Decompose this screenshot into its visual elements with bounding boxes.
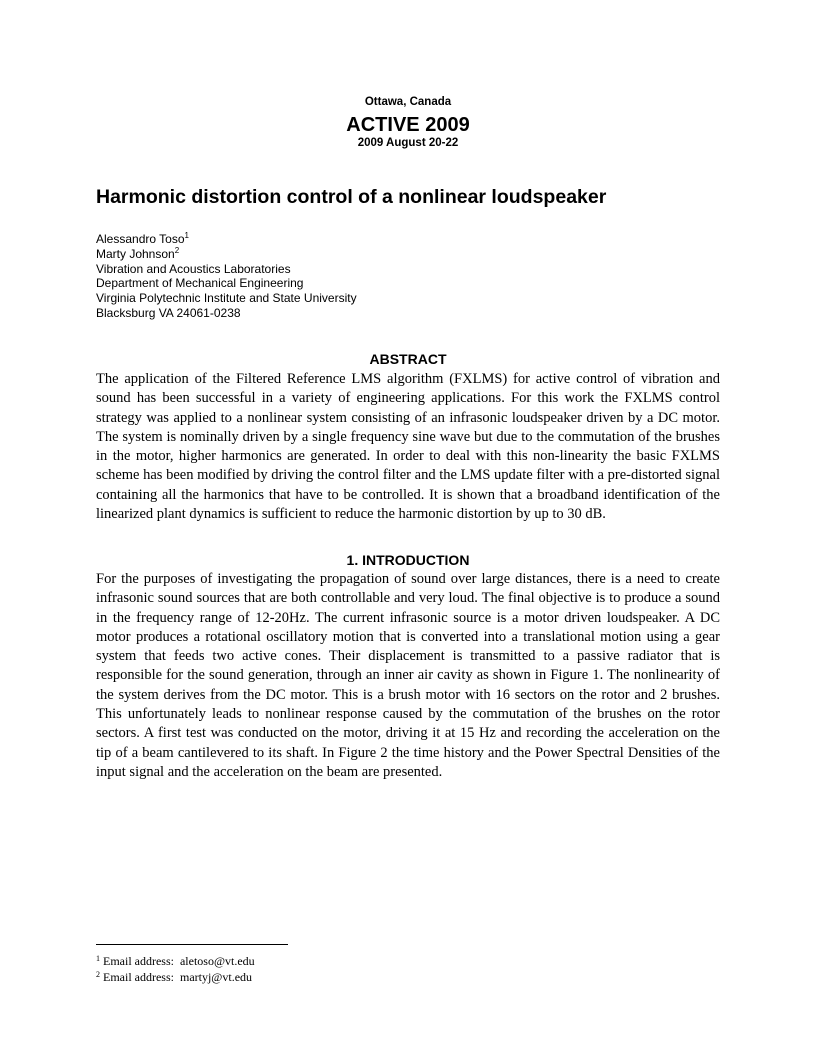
footnote-email: martyj@vt.edu <box>179 970 253 984</box>
footnote-email: aletoso@vt.edu <box>179 954 255 968</box>
author-name: Marty Johnson <box>96 246 175 261</box>
author-line <box>96 232 736 247</box>
footnote-label: Email address: <box>103 954 174 968</box>
author-block <box>96 232 736 321</box>
footnote-mark: 1 <box>184 231 189 240</box>
paper-title: Harmonic distortion control of a nonlinear loudspeaker <box>96 186 607 208</box>
footnote-label: Email address: <box>103 970 174 984</box>
footnote-mark: 2 <box>96 970 100 979</box>
affiliation-line: Vibration and Acoustics Laboratories <box>96 261 291 276</box>
affiliation-line: Department of Mechanical Engineering <box>96 276 304 291</box>
abstract-heading: ABSTRACT <box>369 351 447 367</box>
affiliation-line: Virginia Polytechnic Institute and State University <box>96 291 357 306</box>
footnotes <box>96 953 496 985</box>
conference-location: Ottawa, Canada <box>364 96 452 108</box>
affiliation-line: Blacksburg VA 24061-0238 <box>96 305 241 320</box>
author-line <box>96 247 736 262</box>
footnote-mark: 1 <box>96 954 100 963</box>
footnote <box>96 969 496 985</box>
conference-dates: 2009 August 20-22 <box>357 137 459 149</box>
abstract-text: The application of the Filtered Reference LMS algorithm (FXLMS) for active control of vibration and sound has been successful in a variety of engineering applications. For this work the FXLMS control strategy was applied to a nonlinear system consisting of an infrasonic loudspeaker driven by a DC motor. The system is nominally driven by a single frequency sine wave but due to the commutation of the brushes in the motor, higher harmonics are generated. In order to deal with this non-linearity the basic FXLMS scheme has been modified by driving the control filter and the LMS update filter with a pre-distorted signal containing all the harmonics that have to be controlled. It is shown that a broadband identification of the linearized plant dynamics is sufficient to reduce the harmonic distortion by up to 30 dB. <box>96 371 720 523</box>
author-name: Alessandro Toso <box>96 232 185 246</box>
footnote-mark: 2 <box>174 245 180 255</box>
introduction-text: For the purposes of investigating the propagation of sound over large distances, there is a need to create infrasonic sound sources that are both controllable and very loud. The final objective is to produce a sound in the frequency range of 12-20Hz. The current infrasonic source is a motor driven loudspeaker. A DC motor produces a rotational oscillatory motion that is converted into a translational motion using a gear system that feeds two active cones. Their displacement is transmitted to a passive radiator that is responsible for the sound generation, through an inner air cavity as shown in Figure 1. The nonlinearity of the system derives from the DC motor. This is a brush motor with 16 sectors on the rotor and 2 brushes. This unfortunately leads to nonlinear response caused by the commutation of the brushes on the rotor sectors. A first test was conducted on the motor, driving it at 15 Hz and recording the acceleration on the tip of a beam cantilevered to its shaft. In Figure 2 the time history and the Power Spectral Densities of the input signal and the acceleration on the beam are presented. <box>96 571 720 780</box>
footnote-divider <box>96 944 288 945</box>
introduction-heading: 1. INTRODUCTION <box>346 552 470 568</box>
conference-name: ACTIVE 2009 <box>346 114 470 136</box>
footnote <box>96 953 496 969</box>
